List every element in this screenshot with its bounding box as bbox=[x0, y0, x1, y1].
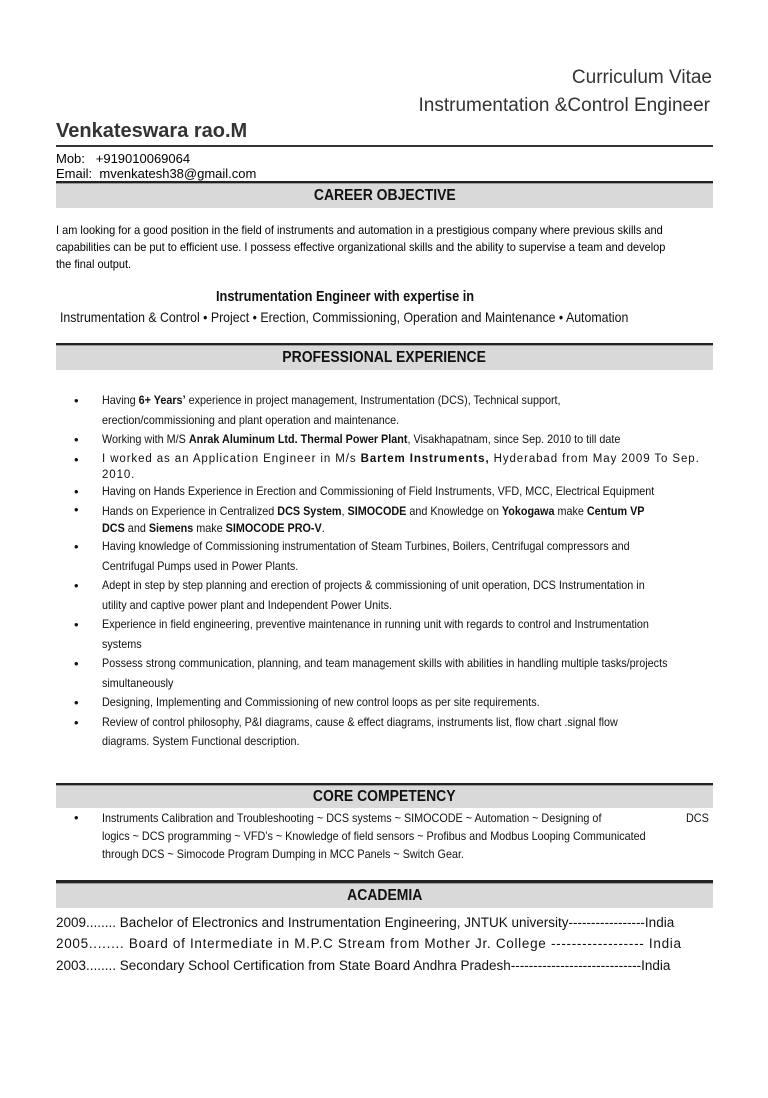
bullet-icon: • bbox=[74, 810, 79, 825]
list-item bbox=[56, 615, 716, 654]
list-item bbox=[56, 450, 716, 482]
email-line bbox=[56, 166, 256, 181]
academia-heading: ACADEMIA bbox=[346, 887, 423, 904]
item-text-cont: Centrifugal Pumps used in Power Plants. bbox=[102, 558, 299, 573]
list-item bbox=[56, 501, 716, 537]
core-line-3: through DCS ~ Simocode Program Dumping in MCC Panels ~ Switch Gear. bbox=[102, 847, 464, 861]
bullet-icon: • bbox=[74, 617, 79, 632]
item-bold-text: Siemens bbox=[148, 521, 194, 535]
email-label: Email: bbox=[56, 166, 93, 181]
mobile-value: +919010069064 bbox=[95, 151, 191, 166]
item-text: make bbox=[554, 504, 587, 518]
item-bold-text: Centum VP bbox=[586, 504, 645, 518]
cv-title: Curriculum Vitae bbox=[571, 67, 712, 88]
list-item bbox=[56, 576, 716, 615]
candidate-name: Venkateswara rao.M bbox=[56, 120, 248, 142]
professional-experience-heading: PROFESSIONAL EXPERIENCE bbox=[282, 349, 487, 366]
list-item bbox=[56, 482, 716, 502]
career-objective-text bbox=[56, 222, 756, 273]
item-text: and Knowledge on bbox=[406, 504, 502, 518]
item-text-cont: utility and captive power plant and Independent Power Units. bbox=[102, 597, 392, 612]
item-bold-text: 6+ Years’ bbox=[138, 393, 186, 407]
item-text-cont: 2010. bbox=[102, 468, 136, 481]
bullet-icon: • bbox=[74, 451, 79, 467]
item-text: Hyderabad from May 2009 To Sep. bbox=[489, 452, 700, 465]
list-item bbox=[56, 391, 716, 430]
item-text: experience in project management, Instrumentation (DCS), Technical support, bbox=[185, 393, 561, 407]
objective-line-1: I am looking for a good position in the field of instruments and automation in a prestigious company where previous skills and bbox=[56, 223, 663, 237]
item-text: make bbox=[193, 521, 226, 535]
list-item bbox=[56, 693, 716, 713]
item-text: , bbox=[341, 504, 348, 518]
academia-row: 2009........ Bachelor of Electronics and Instrumentation Engineering, JNTUK university-----------------India bbox=[56, 915, 675, 930]
list-item bbox=[56, 537, 716, 576]
item-text: , Visakhapatnam, since Sep. 2010 to till date bbox=[407, 432, 621, 446]
item-bold-text: Bartem Instruments, bbox=[360, 452, 490, 465]
item-text: Possess strong communication, planning, and team management skills with abilities in handling multiple tasks/projects bbox=[102, 656, 668, 670]
list-item bbox=[56, 654, 716, 693]
career-objective-header bbox=[56, 181, 713, 208]
item-text: Review of control philosophy, P&I diagrams, cause & effect diagrams, instruments list, flow chart .signal flow bbox=[102, 714, 618, 729]
expertise-list: Instrumentation & Control • Project • Erection, Commissioning, Operation and Maintenance • Automation bbox=[60, 309, 629, 325]
bullet-icon: • bbox=[74, 539, 79, 554]
objective-line-3: the final output. bbox=[56, 257, 132, 271]
item-text-cont: simultaneously bbox=[102, 675, 174, 690]
core-line-1a: Instruments Calibration and Troubleshooting ~ DCS systems ~ SIMOCODE ~ Automation ~ Designing of bbox=[102, 811, 602, 825]
list-item bbox=[56, 430, 716, 450]
expertise-title: Instrumentation Engineer with expertise in bbox=[216, 289, 475, 305]
career-objective-heading: CAREER OBJECTIVE bbox=[313, 187, 456, 204]
item-text: I worked as an Application Engineer in M/s bbox=[102, 452, 361, 465]
item-bold-text: Anrak Aluminum Ltd. Thermal Power Plant bbox=[188, 432, 408, 446]
bullet-icon: • bbox=[74, 483, 79, 499]
academia-row: 2003........ Secondary School Certification from State Board Andhra Pradesh-----------------------------India bbox=[56, 958, 671, 973]
mobile-label: Mob: bbox=[56, 151, 85, 166]
item-bold-text: SIMOCODE PRO-V bbox=[225, 521, 322, 535]
item-text: Having on Hands Experience in Erection and Commissioning of Field Instruments, VFD, MCC, Electrical Equipment bbox=[102, 483, 655, 498]
item-text: Having bbox=[102, 393, 139, 407]
core-competency-heading: CORE COMPETENCY bbox=[313, 788, 456, 805]
bullet-icon: • bbox=[74, 578, 79, 593]
list-item bbox=[56, 713, 716, 752]
item-text: Experience in field engineering, preventive maintenance in running unit with regards to control and Instrumentation bbox=[102, 617, 649, 631]
objective-line-2: capabilities can be put to efficient use. I possess effective organizational skills and the ability to supervise a team and develop bbox=[56, 240, 666, 254]
bullet-icon: • bbox=[74, 656, 79, 671]
item-text: Having knowledge of Commissioning instrumentation of Steam Turbines, Boilers, Centrifugal compressors and bbox=[102, 539, 630, 553]
item-text-cont: erection/commissioning and plant operation and maintenance. bbox=[102, 412, 400, 427]
email-value: mvenkatesh38@gmail.com bbox=[99, 166, 257, 181]
bullet-icon: • bbox=[74, 432, 79, 447]
item-text: . bbox=[321, 521, 325, 535]
item-text: Designing, Implementing and Commissioning of new control loops as per site requirements. bbox=[102, 695, 540, 709]
cv-subtitle: Instrumentation &Control Engineer bbox=[418, 95, 710, 116]
item-text-cont: systems bbox=[102, 636, 142, 651]
item-bold-text: DCS System bbox=[277, 504, 342, 518]
experience-list bbox=[56, 391, 716, 752]
core-line-2: logics ~ DCS programming ~ VFD’s ~ Knowledge of field sensors ~ Profibus and Modbus Looping Communicated bbox=[102, 829, 646, 843]
item-bold-text: Yokogawa bbox=[501, 504, 555, 518]
core-competency-header bbox=[56, 783, 713, 808]
item-bold-text: DCS bbox=[102, 521, 125, 535]
mobile-line bbox=[56, 151, 190, 166]
bullet-icon: • bbox=[74, 502, 79, 517]
name-divider bbox=[56, 145, 713, 147]
item-bold-text: SIMOCODE bbox=[347, 504, 407, 518]
academia-header bbox=[56, 880, 713, 908]
item-text-cont: diagrams. System Functional description. bbox=[102, 734, 300, 748]
item-text: Hands on Experience in Centralized bbox=[102, 504, 278, 518]
professional-experience-header bbox=[56, 343, 713, 370]
item-text: and bbox=[124, 521, 149, 535]
bullet-icon: • bbox=[74, 393, 79, 408]
bullet-icon: • bbox=[74, 695, 79, 710]
academia-row: 2005........ Board of Intermediate in M.P.C Stream from Mother Jr. College ------------------ India bbox=[56, 936, 682, 951]
core-line-1b: DCS bbox=[686, 811, 709, 825]
item-text: Adept in step by step planning and erection of projects & commissioning of unit operation, DCS Instrumentation in bbox=[102, 578, 645, 592]
bullet-icon: • bbox=[74, 714, 79, 730]
item-text: Working with M/S bbox=[102, 432, 189, 446]
